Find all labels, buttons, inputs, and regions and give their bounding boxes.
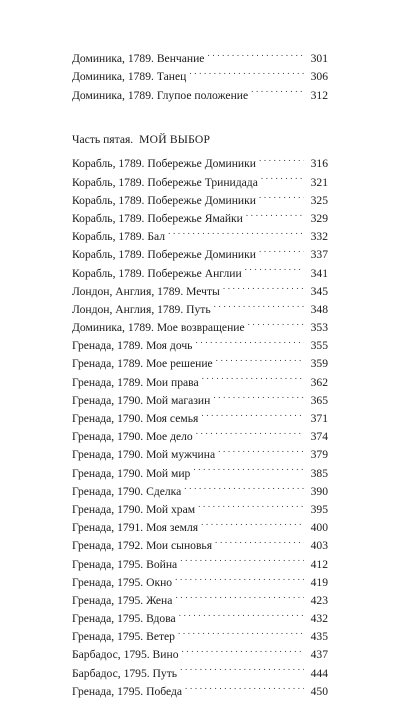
toc-part-five	[72, 131, 328, 698]
dot-leader	[223, 277, 304, 295]
dot-leader	[259, 149, 304, 167]
toc-entry-title: Гренада, 1790. Мой магазин	[72, 393, 211, 407]
dot-leader	[178, 622, 304, 640]
toc-entry-page: 432	[310, 612, 328, 626]
toc-entry-title: Гренада, 1795. Жена	[72, 593, 173, 607]
toc-entry-list	[72, 149, 328, 698]
toc-entry-title: Корабль, 1789. Побережье Ямайки	[72, 211, 243, 225]
toc-continued-list	[72, 44, 328, 102]
toc-entry-title: Гренада, 1795. Ветер	[72, 630, 175, 644]
dot-leader	[185, 677, 304, 695]
toc-entry-page: 385	[310, 466, 328, 480]
toc-entry-page: 348	[310, 302, 328, 316]
toc-entry-page: 365	[310, 393, 328, 407]
dot-leader	[182, 640, 305, 658]
dot-leader	[248, 313, 304, 331]
toc-entry-title: Гренада, 1790. Сделка	[72, 484, 182, 498]
dot-leader	[207, 44, 304, 62]
toc-entry-page: 437	[310, 648, 328, 662]
toc-entry-title: Гренада, 1795. Победа	[72, 684, 183, 698]
dot-leader	[259, 186, 304, 204]
toc-entry-page: 321	[310, 175, 328, 189]
toc-entry-page: 301	[310, 52, 328, 66]
dot-leader	[202, 367, 304, 385]
toc-entry-page: 379	[310, 448, 328, 462]
dot-leader	[251, 80, 304, 98]
toc-entry-title: Гренада, 1795. Война	[72, 557, 178, 571]
dot-leader	[218, 440, 304, 458]
toc-entry-title: Лондон, Англия, 1789. Путь	[72, 302, 211, 316]
toc-entry-title: Доминика, 1789. Мое возвращение	[72, 321, 245, 335]
toc-entry-page: 400	[310, 521, 328, 535]
toc-entry-page: 403	[310, 539, 328, 553]
part-heading	[72, 131, 328, 149]
toc-entry-page: 341	[310, 266, 328, 280]
toc-entry-title: Гренада, 1789. Мое решение	[72, 357, 213, 371]
toc-entry-page: 359	[310, 357, 328, 371]
toc-entry-title: Доминика, 1789. Танец	[72, 70, 187, 84]
toc-entry-page: 332	[310, 230, 328, 244]
toc-entry-page: 329	[310, 211, 328, 225]
toc-entry	[72, 149, 328, 171]
toc-entry-title: Корабль, 1789. Побережье Доминики	[72, 193, 256, 207]
toc-entry-title: Барбадос, 1795. Путь	[72, 666, 178, 680]
dot-leader	[193, 458, 304, 476]
toc-entry-title: Корабль, 1789. Бал	[72, 230, 166, 244]
dot-leader	[201, 404, 304, 422]
dot-leader	[175, 568, 304, 586]
dot-leader	[196, 422, 304, 440]
toc-entry-title: Гренада, 1790. Мое дело	[72, 430, 193, 444]
toc-entry-page: 444	[310, 666, 328, 680]
dot-leader	[180, 549, 304, 567]
toc-entry-title: Гренада, 1792. Мои сыновья	[72, 539, 213, 553]
toc-entry-title: Гренада, 1790. Мой храм	[72, 502, 196, 516]
toc-entry-page: 423	[310, 593, 328, 607]
toc-entry-page: 353	[310, 321, 328, 335]
toc-entry-title: Гренада, 1789. Мои права	[72, 375, 199, 389]
toc-entry-page: 316	[310, 157, 328, 171]
dot-leader	[246, 204, 304, 222]
toc-entry-page: 325	[310, 193, 328, 207]
toc-entry-page: 390	[310, 484, 328, 498]
toc-entry-title: Лондон, Англия, 1789. Мечты	[72, 284, 220, 298]
toc-entry-page: 450	[310, 684, 328, 698]
toc-entry-page: 412	[310, 557, 328, 571]
toc-entry-title: Гренада, 1789. Моя дочь	[72, 339, 193, 353]
toc-entry-title: Гренада, 1790. Мой мужчина	[72, 448, 216, 462]
dot-leader	[214, 295, 304, 313]
dot-leader	[245, 258, 304, 276]
toc-entry-page: 395	[310, 502, 328, 516]
toc-entry-page: 312	[310, 88, 328, 102]
toc-entry-title: Барбадос, 1795. Вино	[72, 648, 179, 662]
dot-leader	[198, 495, 304, 513]
toc-entry-title: Гренада, 1791. Моя земля	[72, 521, 199, 535]
dot-leader	[259, 240, 304, 258]
dot-leader	[213, 386, 304, 404]
dot-leader	[180, 658, 304, 676]
toc-entry-title: Корабль, 1789. Побережье Тринидада	[72, 175, 258, 189]
dot-leader	[168, 222, 304, 240]
dot-leader	[195, 331, 304, 349]
toc-entry-page: 362	[310, 375, 328, 389]
toc-entry-page: 306	[310, 70, 328, 84]
toc-entry-title: Корабль, 1789. Побережье Доминики	[72, 248, 256, 262]
dot-leader	[175, 586, 304, 604]
toc-entry-page: 419	[310, 575, 328, 589]
toc-entry-title: Доминика, 1789. Глупое положение	[72, 88, 249, 102]
toc-entry-page: 371	[310, 412, 328, 425]
toc-entry-title: Корабль, 1789. Побережье Англии	[72, 266, 242, 280]
part-title: МОЙ ВЫБОР	[139, 133, 211, 146]
dot-leader	[179, 604, 304, 622]
toc-entry-page: 337	[310, 248, 328, 262]
dot-leader	[216, 349, 304, 367]
toc-entry-title: Гренада, 1795. Вдова	[72, 612, 176, 626]
toc-entry-title: Корабль, 1789. Побережье Доминики	[72, 157, 256, 171]
toc-entry-title: Гренада, 1790. Мой мир	[72, 466, 191, 480]
toc-entry	[72, 44, 328, 66]
toc-entry-title: Доминика, 1789. Венчание	[72, 52, 205, 66]
part-label: Часть пятая.	[72, 133, 134, 146]
toc-entry-title: Гренада, 1795. Окно	[72, 575, 173, 589]
toc-entry-title: Гренада, 1790. Моя семья	[72, 412, 199, 425]
toc-entry-page: 355	[310, 339, 328, 353]
toc-entry-page: 435	[310, 630, 328, 644]
toc-entry-page: 374	[310, 430, 328, 444]
dot-leader	[261, 167, 304, 185]
dot-leader	[184, 477, 304, 495]
dot-leader	[189, 62, 304, 80]
dot-leader	[215, 531, 304, 549]
dot-leader	[201, 513, 304, 531]
toc-entry-page: 345	[310, 284, 328, 298]
